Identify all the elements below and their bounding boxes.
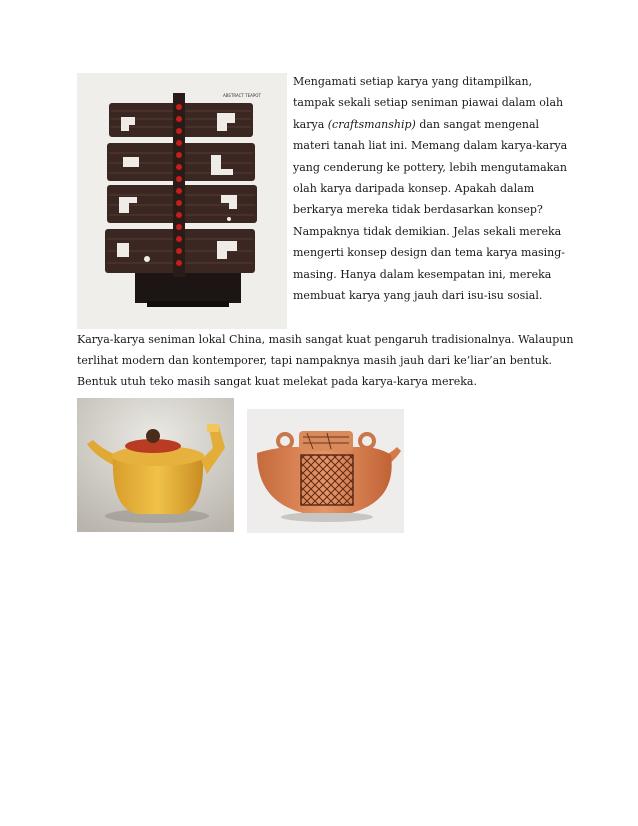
yellow-teapot-photo	[77, 398, 234, 532]
text-line: Mengamati setiap karya yang ditampilkan,	[293, 75, 533, 88]
text-line: yang cenderung ke pottery, lebih mengutamakan	[293, 160, 567, 174]
text-line: Nampaknya tidak demikian. Jelas sekali mereka	[293, 224, 562, 238]
text-line: materi tanah liat ini. Memang dalam karya-karya	[293, 139, 568, 153]
yellow-teapot-illustration	[77, 398, 234, 532]
text-line: Bentuk utuh teko masih sangat kuat melekat pada karya-karya mereka.	[77, 375, 477, 388]
text-line: membuat karya yang jauh dari isu-isu sosial.	[293, 289, 543, 303]
text-fragment: karya	[293, 117, 328, 131]
text-line: masing. Hanya dalam kesempatan ini, mereka	[293, 267, 552, 281]
text-line: olah karya daripada konsep. Apakah dalam	[293, 182, 535, 196]
terracotta-teapot-photo	[247, 409, 404, 533]
abstract-teapot-illustration	[77, 73, 287, 329]
text-line: tampak sekali setiap seniman piawai dalam olah	[293, 96, 564, 110]
abstract-teapot-photo	[77, 73, 287, 329]
text-line: berkarya mereka tidak berdasarkan konsep?	[293, 203, 543, 217]
terracotta-teapot-illustration	[247, 409, 404, 533]
body-paragraph	[77, 329, 574, 392]
text-line: Karya-karya seniman lokal China, masih sangat kuat pengaruh tradisionalnya. Walaupun	[77, 333, 574, 346]
abstract-teapot-label: ABSTRACT TEAPOT	[223, 93, 261, 98]
text-line	[293, 114, 573, 135]
emphasis-term: (craftsmanship)	[327, 117, 416, 131]
side-paragraph	[293, 71, 573, 306]
text-line: mengerti konsep design dan tema karya masing-	[293, 246, 566, 260]
text-line: terlihat modern dan kontemporer, tapi nampaknya masih jauh dari ke’liar’an bentuk.	[77, 354, 553, 367]
text-fragment: dan sangat mengenal	[415, 117, 540, 131]
